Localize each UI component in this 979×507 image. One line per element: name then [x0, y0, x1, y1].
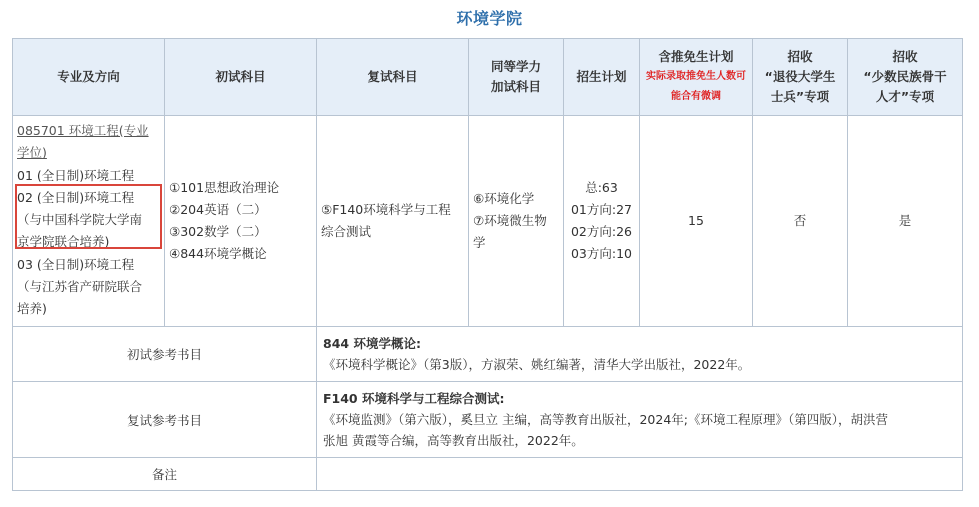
header-major: 专业及方向: [13, 39, 165, 116]
equivalent-subject: ⑦环境微生物: [473, 213, 547, 228]
header-minority: [848, 39, 963, 116]
header-equivalent-line: 加试科目: [490, 79, 541, 94]
direction-03-note: 培养): [17, 301, 47, 317]
header-exempt-note: 实际录取推免生人数可: [646, 71, 746, 82]
header-initial-exam: 初试科目: [165, 39, 317, 116]
initial-subjects-cell: [165, 116, 317, 327]
minority-value: 是: [848, 116, 963, 327]
initial-subject: ①101思想政治理论: [169, 180, 280, 195]
header-exempt-note: 能合有微调: [671, 91, 721, 102]
initial-ref-body-cell: [317, 327, 963, 382]
direction-02-note: 京学院联合培养): [17, 234, 110, 250]
direction-03-note: （与江苏省产研院联合: [17, 279, 143, 295]
initial-ref-title: 844 环境学概论:: [323, 336, 421, 351]
plan-direction: 01方向:27: [570, 202, 633, 217]
major-code: 085701 环境工程(专业: [17, 123, 149, 138]
header-re-exam: 复试科目: [317, 39, 469, 116]
direction-03: 03 (全日制)环境工程: [17, 256, 135, 272]
header-veteran-line: 招收: [787, 49, 813, 64]
equivalent-cell: [469, 116, 564, 327]
plan-direction: 03方向:10: [570, 246, 633, 261]
header-minority-line: 人才”专项: [875, 89, 935, 104]
header-enrollment-plan: 招生计划: [564, 39, 640, 116]
equivalent-subject: 学: [473, 235, 486, 250]
re-ref-row: [13, 382, 963, 458]
plan-cell: [564, 116, 640, 327]
remark-row: [13, 458, 963, 491]
re-ref-body-cell: [317, 382, 963, 458]
initial-subject: ④844环境学概论: [169, 246, 267, 261]
header-exempt-title: 含推免生计划: [658, 49, 734, 64]
direction-02-note: （与中国科学院大学南: [17, 212, 143, 228]
header-veteran-line: “退役大学生: [764, 69, 836, 84]
header-equivalent: [469, 39, 564, 116]
admission-table: [12, 38, 963, 491]
highlight-box: [15, 184, 162, 249]
header-veteran: [753, 39, 848, 116]
plan-direction: 02方向:26: [570, 224, 633, 239]
initial-subject: ③302数学（二）: [169, 224, 267, 239]
page-title: 环境学院: [456, 9, 523, 28]
equivalent-subject: ⑥环境化学: [473, 191, 535, 206]
major-cell: [13, 116, 165, 327]
initial-ref-label: 初试参考书目: [13, 327, 317, 382]
direction-02: 02 (全日制)环境工程: [17, 189, 135, 205]
initial-ref-text: 《环境科学概论》（第3版），方淑荣、姚红编著，清华大学出版社，2022年。: [323, 357, 751, 372]
header-equivalent-line: 同等学力: [490, 59, 541, 74]
veteran-value: 否: [753, 116, 848, 327]
header-exempt-plan: [640, 39, 753, 116]
re-ref-text: 张旭 黄霞等合编，高等教育出版社，2022年。: [323, 433, 584, 448]
plan-total: 总:63: [585, 180, 618, 195]
re-ref-title: F140 环境科学与工程综合测试:: [323, 391, 505, 406]
re-exam-subject: 综合测试: [321, 224, 372, 239]
re-ref-label: 复试参考书目: [13, 382, 317, 458]
header-veteran-line: 士兵”专项: [770, 89, 830, 104]
header-row: [13, 39, 963, 116]
re-ref-text: 《环境监测》（第六版），奚旦立 主编，高等教育出版社，2024年;《环境工程原理》（第四版），胡洪营: [323, 412, 888, 427]
header-minority-line: 招收: [892, 49, 918, 64]
re-exam-cell: [317, 116, 469, 327]
header-minority-line: “少数民族骨干: [863, 69, 947, 84]
initial-ref-row: [13, 327, 963, 382]
initial-subject: ②204英语（二）: [169, 202, 267, 217]
major-code-cont: 学位): [17, 145, 47, 161]
remark-value: [317, 458, 963, 491]
re-exam-subject: ⑤F140环境科学与工程: [321, 202, 451, 217]
program-row: [13, 116, 963, 327]
direction-01: 01 (全日制)环境工程: [17, 167, 135, 183]
exempt-value: 15: [640, 116, 753, 327]
remark-label: 备注: [13, 458, 317, 491]
